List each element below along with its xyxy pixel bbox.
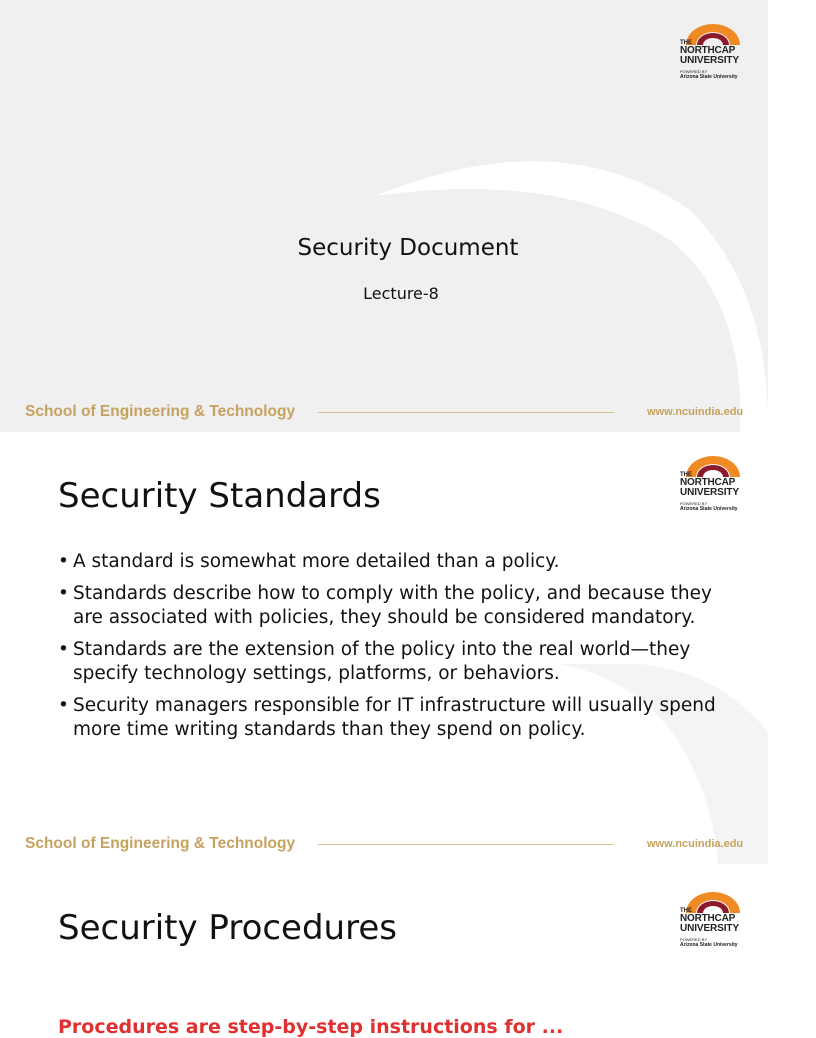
footer-url: www.ncuindia.edu [647, 838, 744, 850]
logo-text-powered-by: POWERED BY [680, 501, 708, 506]
bullet-text: Standards describe how to comply with the policy, and because they are associated with policies, they should be considered mandatory. [73, 583, 712, 628]
title-slide [0, 0, 768, 432]
bullet-item [58, 582, 718, 630]
bullet-list [58, 550, 718, 750]
logo-text-the: THE [680, 40, 692, 46]
footer-url: www.ncuindia.edu [647, 406, 744, 418]
footer-school-name: School of Engineering & Technology [25, 835, 296, 852]
bullet-text: Security managers responsible for IT infrastructure will usually spend more time writing standards than they spend on policy. [73, 695, 716, 740]
logo-text-powered-by: POWERED BY [680, 937, 708, 942]
slide-subtitle: Lecture-8 [363, 284, 439, 303]
slide-heading: Security Standards [58, 476, 381, 516]
background-swoosh [0, 0, 768, 432]
bullet-marker: • [58, 695, 69, 716]
university-logo [680, 22, 746, 86]
slide-title: Security Document [297, 235, 519, 261]
bullet-item [58, 694, 718, 742]
logo-text-the: THE [680, 908, 692, 914]
footer-divider [318, 844, 614, 845]
footer-divider [318, 412, 614, 413]
logo-text-northcap: NORTHCAP [680, 45, 736, 56]
logo-text-university: UNIVERSITY [680, 923, 740, 934]
bullet-item [58, 550, 718, 574]
logo-text-partner: Arizona State University [680, 506, 738, 512]
university-logo [680, 890, 746, 954]
logo-text-partner: Arizona State University [680, 74, 738, 80]
university-logo [680, 454, 746, 518]
bullet-text: A standard is somewhat more detailed than a policy. [73, 551, 560, 572]
bullet-marker: • [58, 583, 69, 604]
logo-text-university: UNIVERSITY [680, 487, 740, 498]
content-slide-standards [0, 432, 768, 864]
footer-school-name: School of Engineering & Technology [25, 403, 296, 420]
logo-text-the: THE [680, 472, 692, 478]
logo-text-partner: Arizona State University [680, 942, 738, 948]
logo-text-powered-by: POWERED BY [680, 69, 708, 74]
slide-heading: Security Procedures [58, 908, 397, 948]
bullet-text: Standards are the extension of the policy into the real world—they specify technology settings, platforms, or behaviors. [73, 639, 691, 684]
bullet-item [58, 638, 718, 686]
logo-text-northcap: NORTHCAP [680, 913, 736, 924]
content-slide-procedures [0, 864, 768, 1038]
logo-text-university: UNIVERSITY [680, 55, 740, 66]
logo-text-northcap: NORTHCAP [680, 477, 736, 488]
bullet-marker: • [58, 639, 69, 660]
cutoff-red-text: Procedures are step-by-step instructions for ... [58, 1016, 564, 1038]
bullet-marker: • [58, 551, 69, 572]
